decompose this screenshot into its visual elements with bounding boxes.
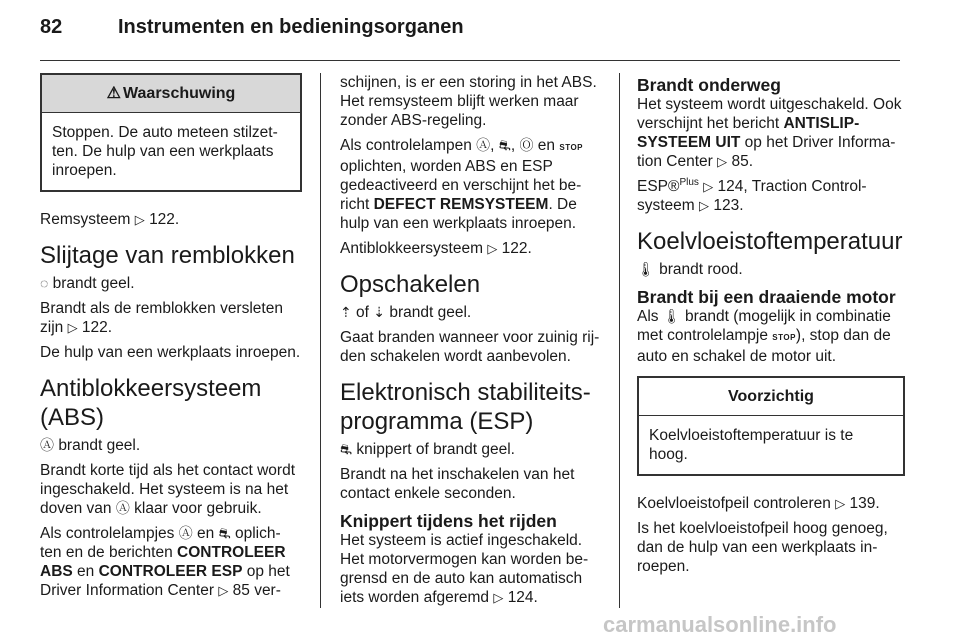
message-text: CONTROLEER ABS (40, 544, 286, 580)
esp-p1 (340, 440, 602, 459)
ref-page: 85. (731, 153, 754, 170)
page-title: Instrumenten en bedieningsorganen (118, 16, 464, 38)
page-ref-arrow-icon: ▷ (487, 241, 498, 256)
abs-icon: Ⓐ (476, 137, 491, 153)
stop-icon: STOP (559, 143, 583, 152)
abs-p1 (40, 436, 302, 455)
warning-text: Stoppen. De auto meteen stilzet-ten. De hulp van een werkplaats inroepen. (52, 124, 278, 179)
text: Het systeem wordt uitgeschakeld. Ook verschijnt het bericht (637, 96, 902, 132)
text: brandt geel. (52, 275, 135, 292)
page-ref-arrow-icon: ▷ (703, 179, 714, 194)
caution-text: Koelvloeistoftemperatuur is te hoog. (649, 427, 854, 463)
coolant-temp-icon: 🌡 (662, 308, 681, 324)
page-ref-arrow-icon: ▷ (218, 583, 229, 598)
column-3 (637, 73, 905, 582)
page-ref-arrow-icon: ▷ (134, 212, 145, 227)
heading-koel: Koelvloeistoftemperatuur (637, 228, 903, 255)
page-number: 82 (40, 16, 63, 38)
text: en (77, 563, 95, 580)
superscript: Plus (679, 176, 699, 188)
ref-page: 123. (713, 197, 744, 214)
page-ref-arrow-icon: ▷ (717, 154, 728, 169)
column-2 (340, 73, 602, 613)
text: en (537, 137, 556, 154)
page-ref-arrow-icon: ▷ (835, 496, 846, 511)
text: Antiblokkeersysteem (340, 240, 484, 257)
text: knippert of brandt geel. (356, 441, 515, 458)
text: oplich-ten en de berichten (40, 525, 281, 561)
dr-p1 (637, 307, 905, 366)
page-ref-arrow-icon: ▷ (493, 590, 504, 605)
message-text: ANTISLIP-SYSTEEM UIT (637, 115, 860, 151)
text: Brandt als de remblokken versleten zijn (40, 300, 283, 336)
message-text: CONTROLEER ESP (98, 563, 243, 580)
ref-page: 124. (507, 589, 538, 606)
abs-p3 (40, 524, 302, 600)
ref-page: 122. (149, 211, 180, 228)
abs-icon: Ⓐ (115, 500, 130, 516)
slijtage-p1 (40, 274, 302, 293)
warning-title: Waarschuwing (123, 85, 236, 102)
caution-title: Voorzichtig (639, 378, 903, 416)
column-1 (40, 73, 302, 606)
esp-plus-p (637, 177, 905, 215)
text: Als controlelampjes (40, 525, 175, 542)
coolant-temp-icon: 🌡 (637, 261, 655, 277)
text: op het Driver Informa-tion Center (637, 134, 896, 170)
esp-skid-icon: ⛐ (340, 441, 353, 457)
page-header (0, 0, 960, 50)
abs-p2 (40, 461, 302, 518)
text: oplichten, worden ABS en ESP gedeactiveerd en verschijnt het be-richt (340, 158, 582, 213)
heading-opschakelen: Opschakelen (340, 271, 481, 298)
heading-knippert: Knippert tijdens het rijden (340, 511, 557, 531)
remsysteem-ref (40, 210, 302, 229)
c2-p1: schijnen, is er een storing in het ABS. Het remsysteem blijft werken maar zonder ABS-regeling. (340, 74, 597, 129)
ctl-p (637, 494, 905, 513)
text: Brandt korte tijd als het contact wordt ingeschakeld. Het systeem is na het doven van (40, 462, 296, 517)
koel-p1 (637, 260, 905, 279)
c2-p2: Als controlelampen Ⓐ, ⛐, Ⓞ en STOP oplichten, worden ABS en ESP gedeactiveerd en verschijnt het be-richt DEFECT REMSYSTEEM. De hulp van een werkplaats inroepen. (340, 137, 583, 232)
op-p2: Gaat branden wanneer voor zuinig rij-den schakelen wordt aanbevolen. (340, 329, 600, 365)
c2-p3 (340, 239, 602, 258)
text: Koelvloeistofpeil controleren (637, 495, 831, 512)
text: ), stop dan de auto en schakel de motor uit. (637, 327, 891, 365)
last-p: Is het koelvloeistofpeil hoog genoeg, dan de hulp van een werkplaats in-roepen. (637, 520, 888, 575)
esp-icon: ⛐ (498, 137, 511, 153)
text: klaar voor gebruik. (134, 500, 262, 517)
text: . De hulp van een werkplaats inroepen. (340, 196, 577, 232)
slijtage-p2 (40, 299, 302, 337)
esp-p2: Brandt na het inschakelen van het contact enkele seconden. (340, 466, 575, 502)
op-p1 (340, 303, 602, 322)
stop-icon: STOP (772, 333, 796, 342)
message-text: DEFECT REMSYSTEEM (373, 196, 549, 213)
text: Het systeem is actief ingeschakeld. Het motorvermogen kan worden be-grensd en de auto kan automatisch iets worden afgeremd (340, 532, 589, 606)
warning-box (40, 73, 302, 192)
text: brandt geel. (58, 437, 141, 454)
text: brandt rood. (659, 261, 743, 278)
warning-triangle-icon: ⚠ (106, 85, 122, 102)
heading-esp: Elektronisch stabiliteits-programma (ESP) (340, 379, 591, 435)
header-rule (40, 60, 900, 61)
text: en (197, 525, 215, 542)
text: brandt (mogelijk in combinatie met controlelampje (637, 308, 891, 344)
caution-box (637, 376, 905, 476)
warning-header (42, 75, 300, 113)
watermark: carmanualsonline.info (603, 612, 837, 637)
text: of (356, 304, 369, 321)
text: brandt geel. (389, 304, 472, 321)
text: 85 ver- (232, 582, 281, 599)
abs-icon: Ⓐ (178, 525, 193, 541)
brake-icon: Ⓞ (519, 137, 534, 153)
ond-p1 (637, 95, 905, 171)
text: Als (637, 308, 659, 325)
page-ref-arrow-icon: ▷ (67, 320, 78, 335)
shift-down-icon: ⇣ (373, 304, 386, 320)
knip-p1 (340, 531, 602, 607)
ref-page: 122. (501, 240, 532, 257)
column-divider-1 (320, 73, 321, 608)
heading-abs: Antiblokkeersysteem (ABS) (40, 375, 262, 431)
text: op het Driver Information Center (40, 563, 290, 599)
abs-icon: Ⓐ (40, 437, 54, 453)
heading-slijtage: Slijtage van remblokken (40, 242, 295, 269)
page-ref-arrow-icon: ▷ (699, 198, 710, 213)
slijtage-p3: De hulp van een werkplaats inroepen. (40, 344, 301, 361)
shift-up-icon: ⇡ (340, 304, 352, 320)
text: 124, Traction Control-systeem (637, 178, 867, 214)
heading-draaiend: Brandt bij een draaiende motor (637, 287, 896, 307)
ref-page: 139. (849, 495, 880, 512)
text: ESP® (637, 178, 680, 195)
text: Als controlelampen (340, 137, 472, 154)
ref-text: Remsysteem (40, 211, 131, 228)
column-divider-2 (619, 73, 620, 608)
brake-pad-icon: ◌ (40, 275, 49, 291)
esp-icon: ⛐ (218, 525, 231, 541)
heading-onderweg: Brandt onderweg (637, 75, 781, 95)
ref-page: 122. (81, 319, 113, 336)
